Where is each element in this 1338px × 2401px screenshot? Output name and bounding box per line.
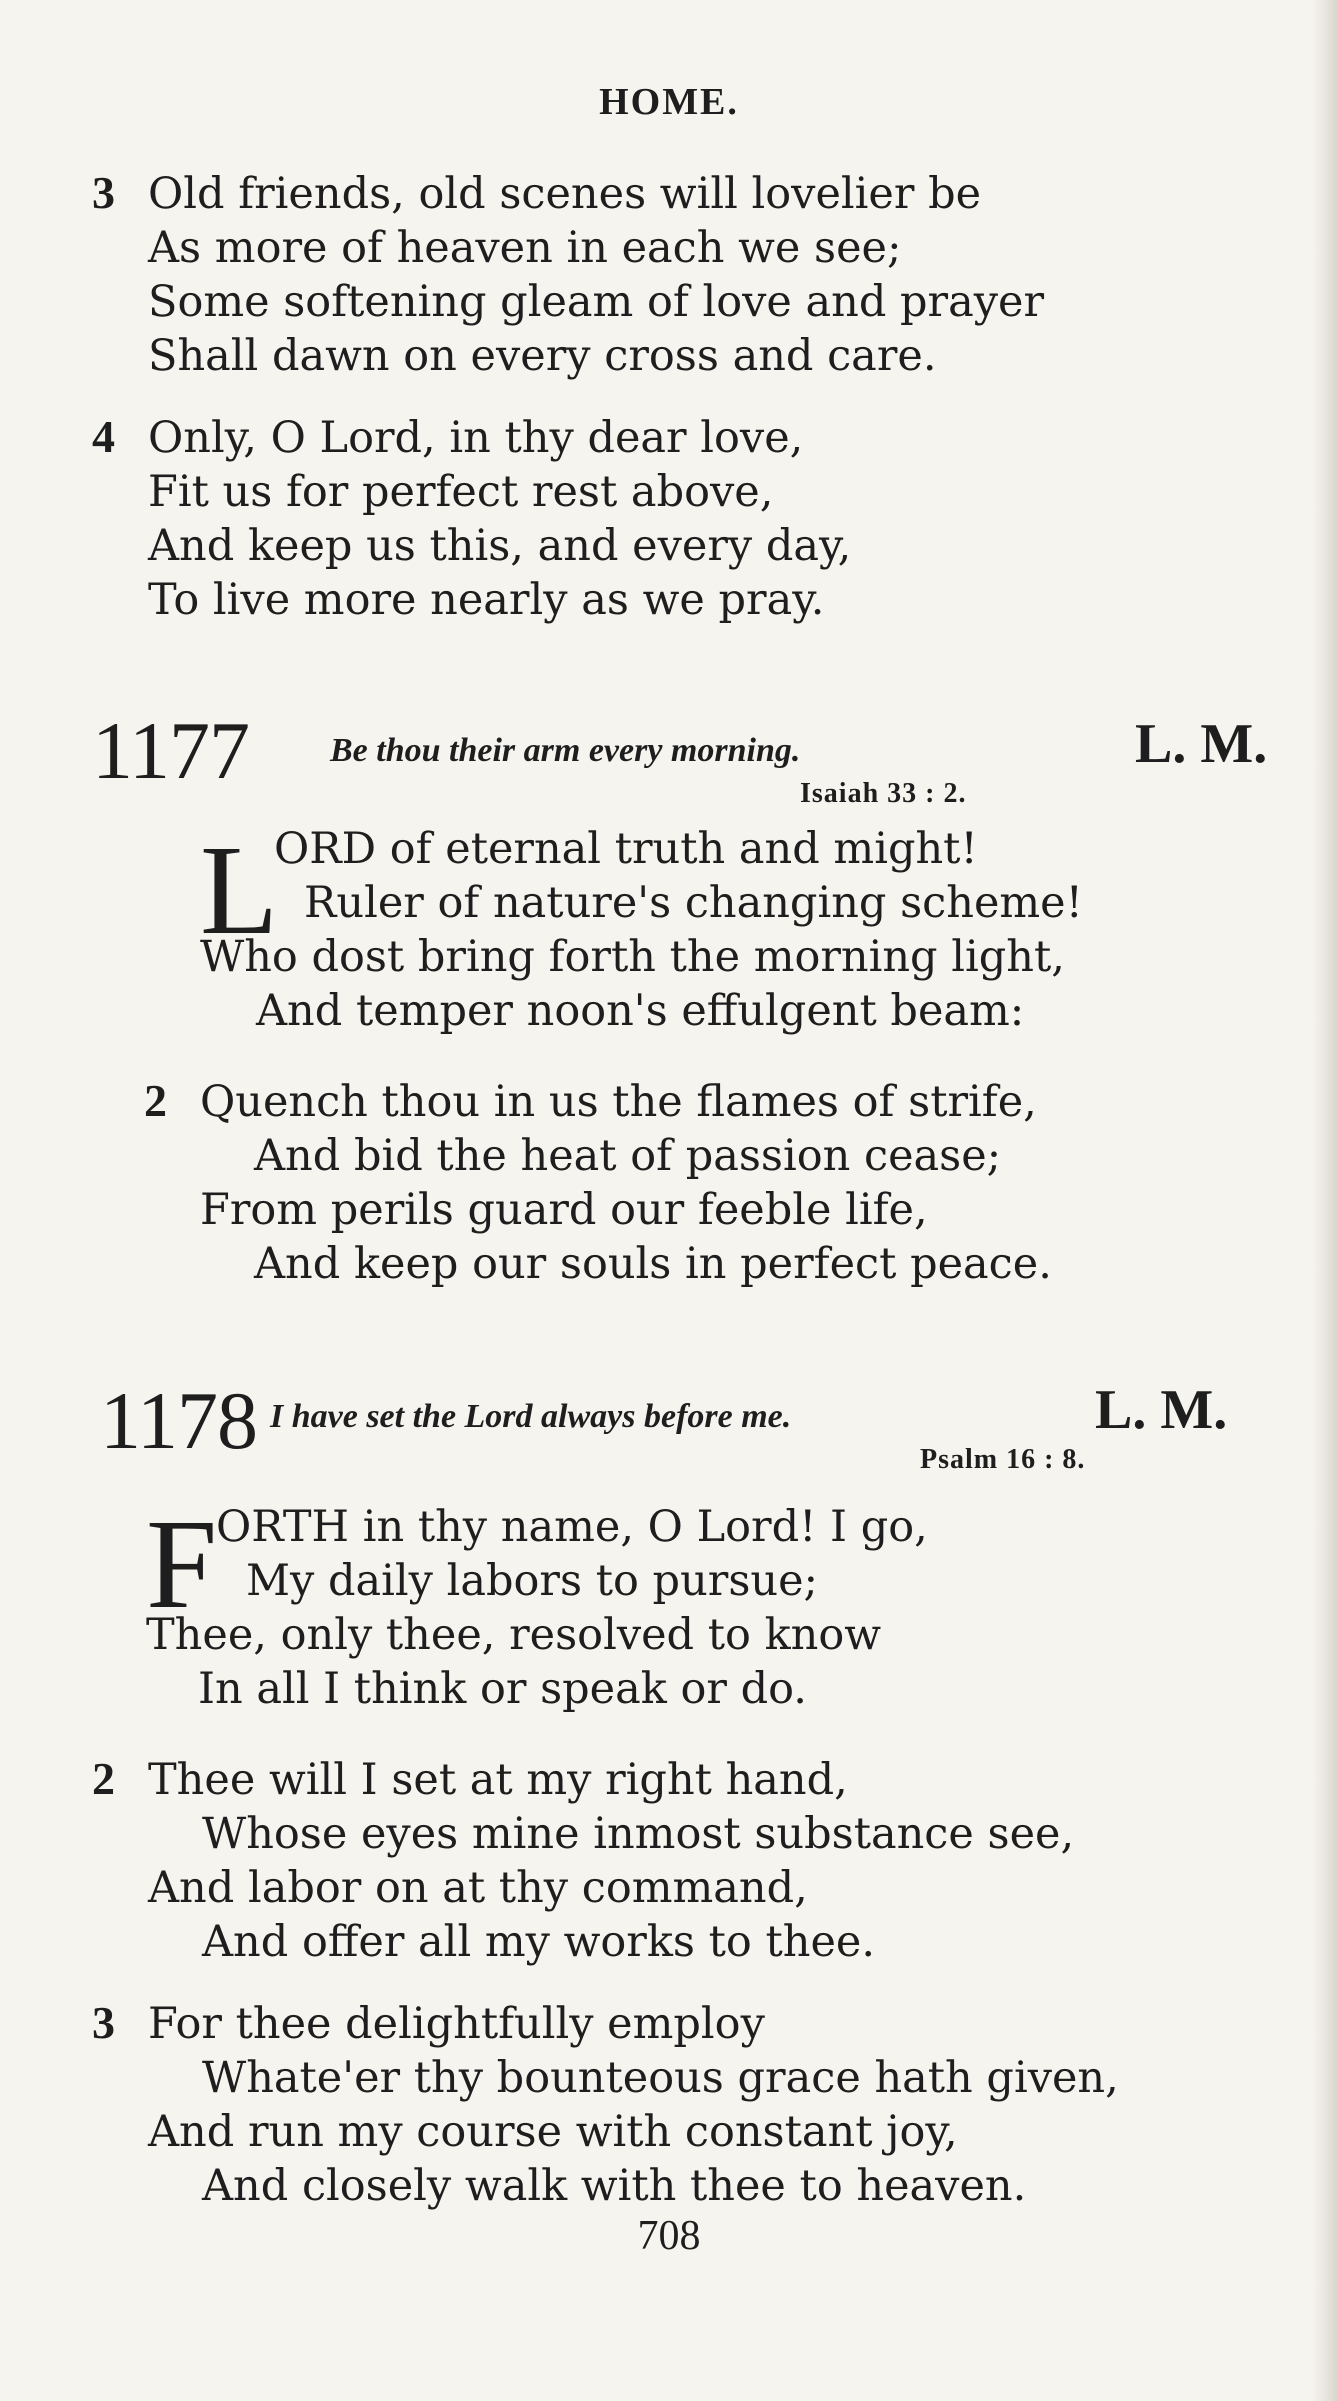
- verse-line: And run my course with constant joy,: [148, 2107, 958, 2157]
- scripture-reference: Psalm 16 : 8.: [920, 1444, 1086, 1475]
- verse-line: 2 Quench thou in us the flames of strife,: [144, 1075, 1037, 1127]
- verse-line: To live more nearly as we pray.: [148, 575, 825, 625]
- verse-number: 4: [92, 411, 115, 462]
- hymn-1178-verse-2: [92, 1752, 1074, 1969]
- verse-line: My daily labors to pursue;: [246, 1556, 819, 1606]
- hymn-epigraph: Be thou their arm every morning.: [330, 732, 801, 769]
- verse-number: 3: [92, 1997, 115, 2048]
- verse-number: 3: [92, 167, 115, 218]
- verse-line: Shall dawn on every cross and care.: [148, 331, 937, 381]
- verse-3-top: [92, 166, 1044, 383]
- hymn-1177-verse-2: [144, 1074, 1052, 1291]
- verse-line: 3 For thee delightfully employ: [92, 1997, 765, 2049]
- scripture-reference: Isaiah 33 : 2.: [800, 778, 967, 809]
- verse-line: Fit us for perfect rest above,: [148, 467, 774, 517]
- verse-line: In all I think or speak or do.: [198, 1664, 807, 1714]
- verse-line: And offer all my works to thee.: [202, 1917, 876, 1967]
- hymn-1178-verse-3: [92, 1996, 1119, 2213]
- verse-line: Whate'er thy bounteous grace hath given,: [202, 2053, 1119, 2103]
- verse-line: 3 Old friends, old scenes will lovelier be: [92, 167, 982, 219]
- hymn-epigraph: I have set the Lord always before me.: [270, 1398, 792, 1435]
- hymn-number-1178: 1178: [100, 1375, 257, 1466]
- verse-line: 2 Thee will I set at my right hand,: [92, 1753, 848, 1805]
- verse-line: Some softening gleam of love and prayer: [148, 277, 1045, 327]
- verse-line: Whose eyes mine inmost substance see,: [202, 1809, 1075, 1859]
- verse-4-top: [92, 410, 851, 627]
- verse-line: ORTH in thy name, O Lord! I go,: [216, 1502, 928, 1552]
- hymn-1178-verse-1: [146, 1493, 928, 1716]
- verse-line: As more of heaven in each we see;: [148, 223, 902, 273]
- page-number: 708: [637, 2213, 701, 2259]
- running-head: HOME.: [599, 81, 739, 123]
- hymn-meter: L. M.: [1095, 1379, 1228, 1441]
- hymn-meter: L. M.: [1135, 713, 1268, 775]
- drop-cap: L: [200, 819, 279, 961]
- verse-line: And keep our souls in perfect peace.: [254, 1239, 1052, 1289]
- verse-line: Who dost bring forth the morning light,: [200, 932, 1065, 982]
- verse-line: Ruler of nature's changing scheme!: [304, 878, 1083, 928]
- verse-number: 2: [92, 1753, 115, 1804]
- verse-line: And keep us this, and every day,: [148, 521, 852, 571]
- hymn-1177-verse-1: [200, 819, 1083, 1038]
- verse-line: Thee, only thee, resolved to know: [146, 1610, 882, 1660]
- verse-line: And bid the heat of passion cease;: [254, 1131, 1002, 1181]
- verse-line: ORD of eternal truth and might!: [274, 824, 978, 874]
- verse-number: 2: [144, 1075, 167, 1126]
- page-edge: [1312, 0, 1338, 2401]
- hymn-number-1177: 1177: [92, 705, 249, 796]
- drop-cap: F: [146, 1493, 218, 1635]
- verse-line: 4 Only, O Lord, in thy dear love,: [92, 411, 804, 463]
- verse-line: And temper noon's effulgent beam:: [256, 986, 1025, 1036]
- verse-line: And closely walk with thee to heaven.: [202, 2161, 1027, 2211]
- verse-line: From perils guard our feeble life,: [200, 1185, 928, 1235]
- verse-line: And labor on at thy command,: [148, 1863, 808, 1913]
